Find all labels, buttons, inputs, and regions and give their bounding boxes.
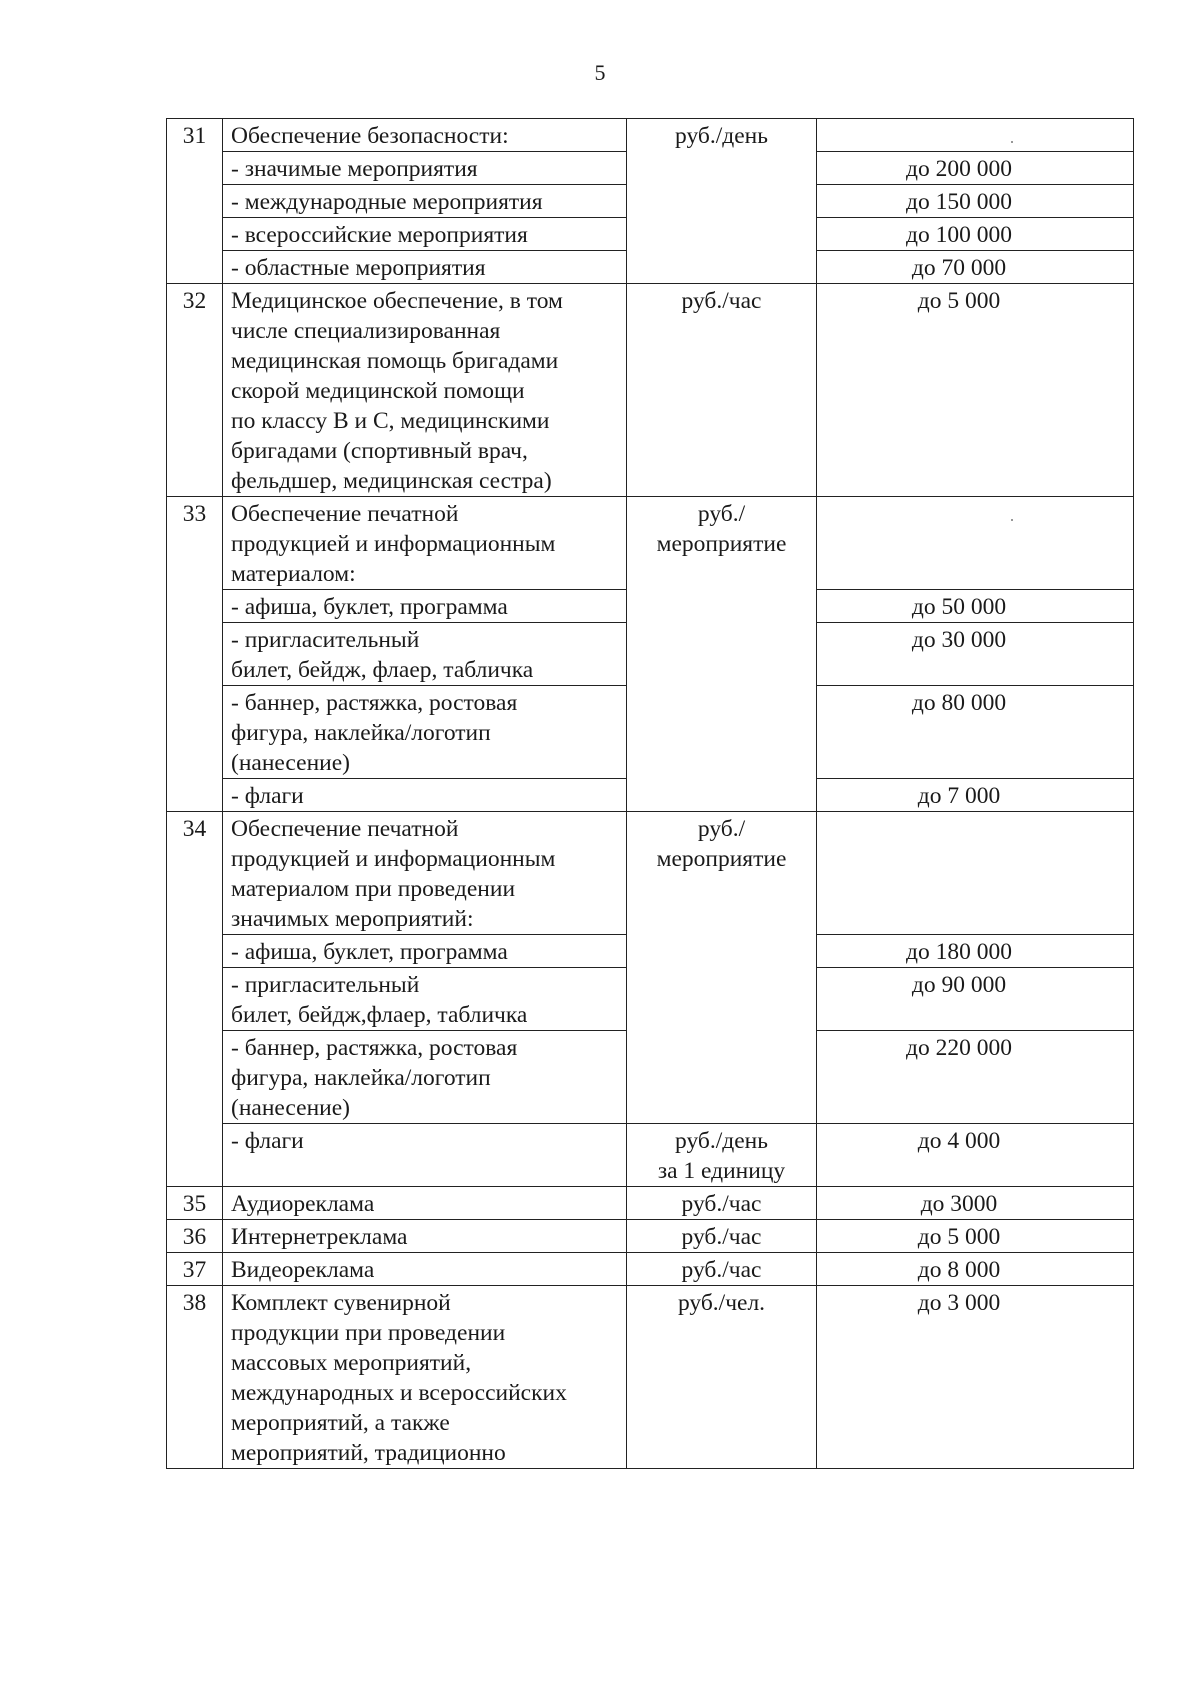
text-line: числе специализированная — [231, 318, 501, 344]
unit-cell — [627, 1124, 817, 1187]
item-name: - всероссийские мероприятия — [223, 218, 627, 251]
item-name — [223, 779, 627, 812]
text-line: скорой медицинской помощи — [231, 378, 525, 404]
price-cell: до 100 000 — [817, 218, 1134, 251]
text-line: Обеспечение печатной — [231, 816, 459, 842]
item-title — [223, 497, 627, 590]
empty-price-cell — [817, 812, 1134, 935]
row-number: 34 — [167, 812, 223, 1187]
item-name: Видеореклама — [223, 1253, 627, 1286]
item-name: - международные мероприятия — [223, 185, 627, 218]
price-cell: до 180 000 — [817, 935, 1134, 968]
item-name: Аудиореклама — [223, 1187, 627, 1220]
item-title — [223, 284, 627, 497]
rates-table — [166, 118, 1134, 1469]
price-cell: до 5 000 — [817, 1220, 1134, 1253]
text-line: материалом при проведении — [231, 876, 516, 902]
item-name: - флаги — [223, 1124, 627, 1187]
row-number: 37 — [167, 1253, 223, 1286]
empty-price-cell — [817, 119, 1134, 152]
price-cell: до 5 000 — [817, 284, 1134, 497]
text-line: медицинская помощь бригадами — [231, 348, 559, 374]
unit-cell: руб./день — [627, 119, 817, 284]
empty-price-cell — [817, 497, 1134, 590]
unit-cell: руб./час — [627, 284, 817, 497]
text-line: массовых мероприятий, — [231, 1350, 472, 1376]
text-line: Обеспечение печатной — [231, 501, 459, 527]
text-line: - баннер, растяжка, ростовая — [231, 690, 518, 716]
text-line: - афиша, буклет, программа — [231, 594, 508, 620]
table-row — [167, 1187, 1134, 1220]
unit-cell: руб./чел. — [627, 1286, 817, 1469]
table-row — [167, 1124, 1134, 1187]
price-cell: до 150 000 — [817, 185, 1134, 218]
price-cell: до 7 000 — [817, 779, 1134, 812]
item-name — [223, 686, 627, 779]
text-line: (нанесение) — [231, 750, 350, 776]
text-line: мероприятий, традиционно — [231, 1440, 506, 1466]
text-line: билет, бейдж,флаер, табличка — [231, 1002, 528, 1028]
text-line: мероприятий, а также — [231, 1410, 450, 1436]
text-line: руб./ — [697, 816, 746, 842]
text-line: продукцией и информационным — [231, 846, 556, 872]
text-line: руб./ — [697, 501, 746, 527]
table-row — [167, 1220, 1134, 1253]
price-cell: до 80 000 — [817, 686, 1134, 779]
item-name: - значимые мероприятия — [223, 152, 627, 185]
price-cell: до 220 000 — [817, 1031, 1134, 1124]
text-line: Комплект сувенирной — [231, 1290, 451, 1316]
text-line: - пригласительный — [231, 627, 420, 653]
unit-cell — [627, 812, 817, 1124]
text-line: мероприятие — [656, 531, 787, 557]
text-line: продукции при проведении — [231, 1320, 506, 1346]
table-row — [167, 119, 1134, 152]
price-cell: до 90 000 — [817, 968, 1134, 1031]
price-cell: до 3 000 — [817, 1286, 1134, 1469]
page-number: 5 — [594, 60, 606, 85]
price-cell: до 30 000 — [817, 623, 1134, 686]
row-number: 36 — [167, 1220, 223, 1253]
text-line: продукцией и информационным — [231, 531, 556, 557]
text-line: мероприятие — [656, 846, 787, 872]
text-line: Медицинское обеспечение, в том — [231, 288, 563, 314]
price-cell: до 200 000 — [817, 152, 1134, 185]
table-row — [167, 284, 1134, 497]
text-line: за 1 единицу — [657, 1158, 786, 1184]
price-cell: до 4 000 — [817, 1124, 1134, 1187]
row-number: 31 — [167, 119, 223, 284]
row-number: 33 — [167, 497, 223, 812]
text-line: - пригласительный — [231, 972, 420, 998]
text-line: значимых мероприятий: — [231, 906, 474, 932]
item-title: Обеспечение безопасности: — [223, 119, 627, 152]
text-line: (нанесение) — [231, 1095, 350, 1121]
text-line: фигура, наклейка/логотип — [231, 1065, 491, 1091]
item-title — [223, 812, 627, 935]
unit-cell — [627, 497, 817, 812]
text-line: - афиша, буклет, программа — [231, 939, 508, 965]
text-line: фигура, наклейка/логотип — [231, 720, 491, 746]
text-line: - баннер, растяжка, ростовая — [231, 1035, 518, 1061]
item-title — [223, 1286, 627, 1469]
item-name — [223, 1031, 627, 1124]
table-row — [167, 497, 1134, 590]
row-number: 35 — [167, 1187, 223, 1220]
item-name — [223, 935, 627, 968]
text-line: по классу В и С, медицинскими — [231, 408, 550, 434]
text-line: руб./день — [675, 1128, 768, 1154]
price-cell: до 70 000 — [817, 251, 1134, 284]
item-name — [223, 590, 627, 623]
item-name — [223, 623, 627, 686]
text-line: бригадами (спортивный врач, — [231, 438, 528, 464]
text-line: международных и всероссийских — [231, 1380, 567, 1406]
unit-cell: руб./час — [627, 1220, 817, 1253]
row-number: 32 — [167, 284, 223, 497]
text-line: материалом: — [231, 561, 356, 587]
unit-cell: руб./час — [627, 1187, 817, 1220]
price-cell: до 8 000 — [817, 1253, 1134, 1286]
price-cell: до 50 000 — [817, 590, 1134, 623]
item-name: Интернетреклама — [223, 1220, 627, 1253]
table-row — [167, 1253, 1134, 1286]
table-row — [167, 1286, 1134, 1469]
item-name — [223, 968, 627, 1031]
text-line: - флаги — [231, 783, 304, 809]
unit-cell: руб./час — [627, 1253, 817, 1286]
text-line: фельдшер, медицинская сестра) — [231, 468, 552, 494]
table-row — [167, 812, 1134, 935]
price-cell: до 3000 — [817, 1187, 1134, 1220]
item-name: - областные мероприятия — [223, 251, 627, 284]
text-line: билет, бейдж, флаер, табличка — [231, 657, 534, 683]
row-number: 38 — [167, 1286, 223, 1469]
